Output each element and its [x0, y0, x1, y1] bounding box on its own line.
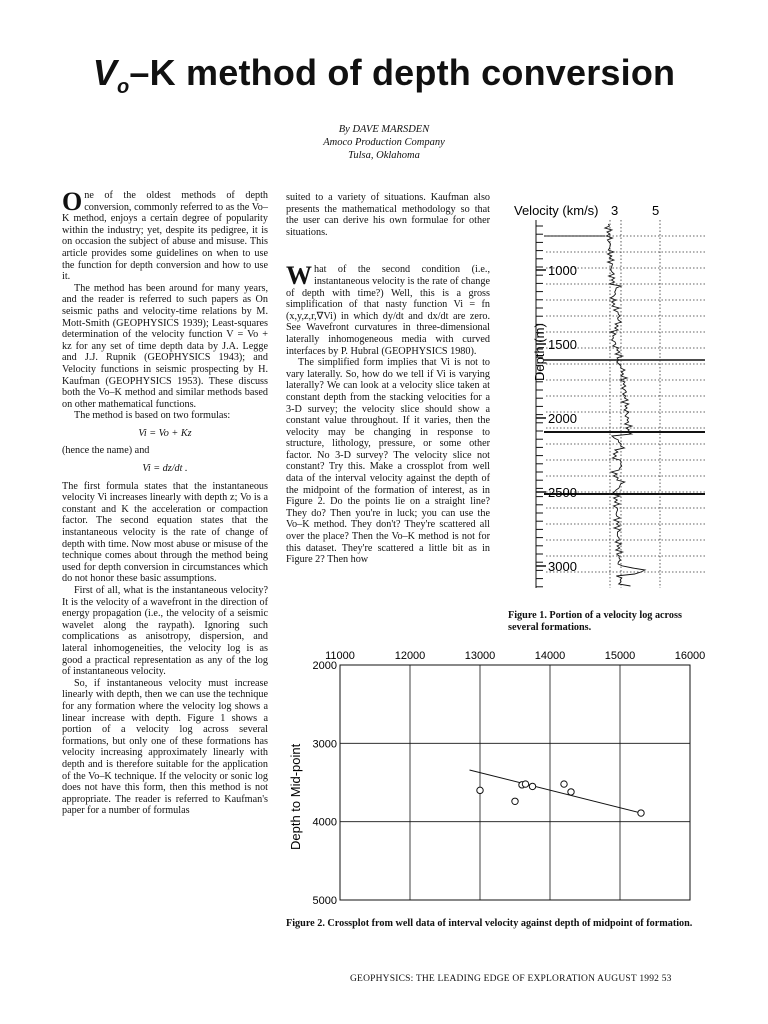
trend-line	[470, 770, 642, 813]
column-2	[286, 192, 490, 566]
fig2-xtick-label: 14000	[534, 650, 566, 662]
title-v: V	[92, 52, 117, 93]
fig2-data-point	[477, 787, 483, 793]
page-footer: GEOPHYSICS: THE LEADING EDGE OF EXPLORATION AUGUST 1992 53	[350, 974, 672, 984]
author: By DAVE MARSDEN	[338, 124, 430, 135]
fig2-data-point	[638, 810, 644, 816]
col1-paragraph-6: First of all, what is the instantaneous velocity? It is the velocity of a wavefront in the direction of energy propagation (i.e., the velocity of a seismic wavelet along the raypath). Ignoring such complications as anisotropy, dispersion, and lateral inhomogeneities, the velocity log is as good a practical representation as any of the log of instantaneous velocity.	[62, 585, 268, 678]
fig1-depth-label: 2000	[548, 411, 577, 426]
fig2-data-point	[522, 781, 528, 787]
fig2-xtick-label: 12000	[394, 650, 426, 662]
col1-paragraph-4: (hence the name) and	[62, 445, 150, 457]
col2-paragraph-2: hat of the second condition (i.e., instantaneous velocity is the rate of change of depth with time?) Well, this is a gross simplification of that nasty function Vi = fn (x,y,z,r,∇Vi) in which dy/dt and dx/dt are zero. See Wavefront curvatures in three-dimensional laterally inhomogeneous media with curved interfaces by P. Hubral (GEOPHYSICS 1980).	[286, 264, 490, 357]
fig1-title: Velocity (km/s)	[514, 203, 599, 218]
title-sub: o	[116, 76, 130, 98]
fig1-depth-label: 2500	[548, 485, 577, 500]
fig2-ytick-label: 4000	[312, 816, 337, 829]
col1-paragraph-2: The method has been around for many years, and the reader is referred to such papers as On seismic paths and velocity-time relations by M. Mott-Smith (GEOPHYSICS 1939); Least-squares determination of the velocity function V = Vo + kz for any set of time depth data by J.A. Legge and J.J. Rupnik (GEOPHYSICS 1943); and Velocity functions in seismic prospecting by H. Kaufman (GEOPHYSICS 1953). These discuss both the Vo–K method and similar methods based on other mathematical functions.	[62, 282, 268, 410]
fig2-xtick-label: 16000	[674, 650, 706, 662]
column-1	[62, 187, 268, 817]
velocity-log-curve	[605, 224, 645, 586]
article-title	[0, 52, 768, 99]
title-rest: –K method of depth conversion	[129, 52, 676, 93]
fig1-ylabel: Depth (m)	[532, 323, 547, 381]
city: Tulsa, Oklahoma	[348, 150, 420, 161]
fig1-tick-5: 5	[652, 203, 660, 218]
figure-2-crossplot	[280, 645, 710, 910]
col1-paragraph-7: So, if instantaneous velocity must increase linearly with depth, then we can use the technique for any formation where the velocity log shows a linear increase with depth. Figure 1 shows a portion of a velocity log across several formations, but only one of these formations has velocity increasing approximately linearly with depth and is therefore suitable for the application of the Vo–K technique. If the velocity or sonic log does not have this form, then this method is not appropriate. The reader is referred to Kaufman's paper for a number of formulas	[62, 677, 268, 817]
col2-paragraph-3: The simplified form implies that Vi is not to vary laterally. So, how do we tell if Vi is varying laterally? We can look at a velocity slice taken at constant depth from the stacking velocities for a 3-D survey; the velocity slice should show a constant value throughout. If it varies, then the velocity may be changing in response to structure, lithology, pressure, or some other factor. No 3-D survey? The velocity slice not constant? Try this. Make a crossplot from well data of the interval velocity against the depth of the midpoint of the formation of interest, as in Figure 2. Do the points lie on a straight line? They do? Then you're in luck; you can use the Vo–K method. They don't? They're scattered all over the place? Then the Vo–K method is not for this dataset. They're scattered a little bit as in Figure 2? Then how	[286, 357, 490, 566]
fig2-xtick-label: 15000	[604, 650, 636, 662]
company: Amoco Production Company	[323, 137, 445, 148]
fig2-plot-frame	[340, 665, 690, 900]
fig2-ylabel: Depth to Mid-point	[288, 743, 303, 850]
fig2-ytick-label: 5000	[312, 895, 337, 907]
figure-1-caption: Figure 1. Portion of a velocity log across several formations.	[508, 610, 682, 633]
fig2-data-point	[512, 798, 518, 804]
fig1-depth-label: 1500	[548, 337, 577, 352]
equation-2: Vi = dz/dt .	[142, 463, 188, 475]
figure-1-velocity-log	[500, 196, 715, 596]
fig2-ytick-label: 2000	[312, 660, 337, 672]
equation-1: Vi = Vo + Kz	[138, 427, 192, 439]
fig1-depth-label: 1000	[548, 263, 577, 278]
fig2-data-point	[568, 789, 574, 795]
fig2-data-point	[561, 781, 567, 787]
dropcap-o: O	[62, 187, 83, 216]
byline	[0, 123, 768, 162]
col1-paragraph-1: ne of the oldest methods of depth conversion, commonly referred to as the Vo–K method, enjoys a certain degree of popularity within the industry; yet, despite its pedigree, it is on occasion the subject of abuse and misuse. This article provides some guidelines on when to use the function for depth conversion and how to use it.	[62, 190, 268, 283]
fig2-xtick-label: 13000	[464, 650, 496, 662]
fig1-depth-label: 3000	[548, 559, 577, 574]
dropcap-w: W	[286, 261, 312, 291]
figure-2-caption: Figure 2. Crossplot from well data of interval velocity against depth of midpoint of formation.	[286, 918, 693, 929]
fig2-data-point	[529, 783, 535, 789]
fig1-tick-3: 3	[611, 203, 619, 218]
col1-paragraph-3: The method is based on two formulas:	[74, 410, 231, 422]
col1-paragraph-5: The first formula states that the instantaneous velocity Vi increases linearly with depth z; Vo is a constant and K the acceleration or compaction factor. The second equation states that the instantaneous velocity is the rate of change of depth with time. Now most abuse or misuse of the technique comes about through the method being used for depth conversion in circumstances which do not honor these basic assumptions.	[62, 480, 268, 585]
fig2-ytick-label: 3000	[312, 738, 337, 751]
fig2-xtick-label: 11000	[325, 650, 355, 662]
col2-paragraph-1: suited to a variety of situations. Kaufman also presents the mathematical methodology so that the user can derive his own formulae for other situations.	[286, 192, 490, 238]
